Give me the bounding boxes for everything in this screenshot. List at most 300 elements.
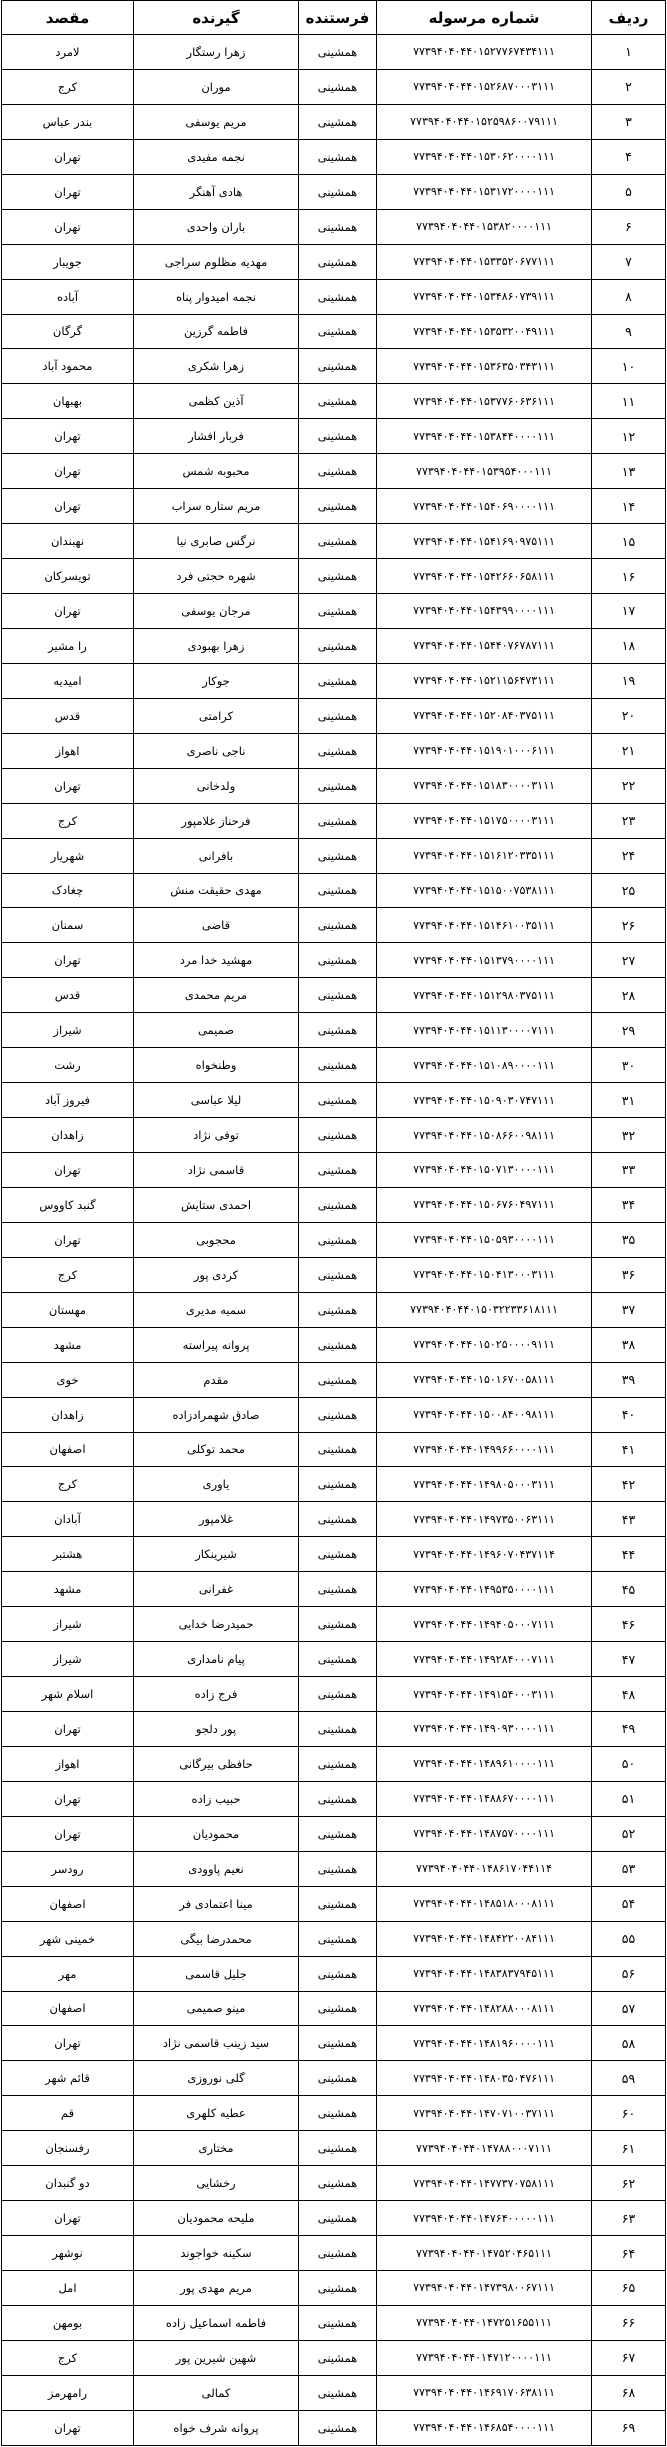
table-row [2, 2375, 666, 2410]
cell-tracking-number: ۷۷۳۹۴۰۴۰۴۴۰۱۵۳۸۴۴۰۰۰۰۱۱۱ [377, 419, 592, 454]
cell-receiver: هادی آهنگر [134, 174, 299, 209]
cell-receiver: عطیه کلهری [134, 2096, 299, 2131]
cell-destination: کرج [2, 2340, 134, 2375]
table-row [2, 69, 666, 104]
cell-row-number: ۶۴ [592, 2236, 666, 2271]
table-row [2, 1118, 666, 1153]
header-receiver: گیرنده [134, 1, 299, 35]
cell-tracking-number: ۷۷۳۹۴۰۴۰۴۴۰۱۵۰۱۶۷۰۰۵۸۱۱۱ [377, 1362, 592, 1397]
cell-destination: قم [2, 2096, 134, 2131]
table-row [2, 1292, 666, 1327]
cell-receiver: کردی پور [134, 1257, 299, 1292]
cell-tracking-number: ۷۷۳۹۴۰۴۰۴۴۰۱۴۸۰۳۵۰۴۷۶۱۱۱ [377, 2061, 592, 2096]
cell-sender: همشینی [299, 838, 377, 873]
table-row [2, 489, 666, 524]
cell-tracking-number: ۷۷۳۹۴۰۴۰۴۴۰۱۴۹۱۵۴۰۰۰۳۱۱۱ [377, 1677, 592, 1712]
cell-destination: تویسرکان [2, 559, 134, 594]
cell-tracking-number: ۷۷۳۹۴۰۴۰۴۴۰۱۴۸۲۸۸۰۰۰۸۱۱۱ [377, 1991, 592, 2026]
table-row [2, 1257, 666, 1292]
cell-receiver: قاضی [134, 908, 299, 943]
cell-destination: کرج [2, 1257, 134, 1292]
cell-row-number: ۱۴ [592, 489, 666, 524]
cell-destination: اهواز [2, 1746, 134, 1781]
cell-destination: گرگان [2, 314, 134, 349]
cell-receiver: سید زینب قاسمی نژاد [134, 2026, 299, 2061]
cell-sender: همشینی [299, 349, 377, 384]
cell-destination: تهران [2, 209, 134, 244]
cell-destination: تهران [2, 174, 134, 209]
table-row [2, 1572, 666, 1607]
cell-tracking-number: ۷۷۳۹۴۰۴۰۴۴۰۱۵۲۶۸۷۰۰۰۳۱۱۱ [377, 69, 592, 104]
cell-receiver: محجوبی [134, 1222, 299, 1257]
cell-tracking-number: ۷۷۳۹۴۰۴۰۴۴۰۱۴۷۶۴۰۰۰۰۰۱۱۱ [377, 2201, 592, 2236]
cell-receiver: مرجان یوسفی [134, 594, 299, 629]
cell-tracking-number: ۷۷۳۹۴۰۴۰۴۴۰۱۵۰۵۹۳۰۰۰۰۱۱۱ [377, 1222, 592, 1257]
cell-sender: همشینی [299, 2340, 377, 2375]
cell-receiver: فرج زاده [134, 1677, 299, 1712]
cell-tracking-number: ۷۷۳۹۴۰۴۰۴۴۰۱۵۳۰۶۲۰۰۰۰۱۱۱ [377, 139, 592, 174]
cell-sender: همشینی [299, 174, 377, 209]
cell-destination: بهبهان [2, 384, 134, 419]
cell-sender: همشینی [299, 1187, 377, 1222]
cell-tracking-number: ۷۷۳۹۴۰۴۰۴۴۰۱۴۷۷۳۷۰۷۵۸۱۱۱ [377, 2166, 592, 2201]
cell-tracking-number: ۷۷۳۹۴۰۴۰۴۴۰۱۵۲۰۸۴۰۳۷۵۱۱۱ [377, 698, 592, 733]
cell-sender: همشینی [299, 279, 377, 314]
cell-destination: تهران [2, 943, 134, 978]
cell-receiver: زهرا بهبودی [134, 628, 299, 663]
table-row [2, 35, 666, 70]
cell-tracking-number: ۷۷۳۹۴۰۴۰۴۴۰۱۴۷۲۵۱۶۵۵۱۱۱ [377, 2305, 592, 2340]
cell-sender: همشینی [299, 209, 377, 244]
table-row [2, 139, 666, 174]
cell-sender: همشینی [299, 2375, 377, 2410]
cell-receiver: باران واحدی [134, 209, 299, 244]
cell-tracking-number: ۷۷۳۹۴۰۴۰۴۴۰۱۴۹۹۶۶۰۰۰۰۱۱۱ [377, 1432, 592, 1467]
cell-receiver: غلامپور [134, 1502, 299, 1537]
cell-sender: همشینی [299, 594, 377, 629]
cell-destination: تهران [2, 1153, 134, 1188]
cell-sender: همشینی [299, 1362, 377, 1397]
cell-destination: تهران [2, 1816, 134, 1851]
cell-row-number: ۶۹ [592, 2410, 666, 2445]
cell-row-number: ۴۸ [592, 1677, 666, 1712]
cell-sender: همشینی [299, 1851, 377, 1886]
cell-receiver: مریم مهدی پور [134, 2271, 299, 2306]
cell-row-number: ۳ [592, 104, 666, 139]
cell-destination: اهواز [2, 733, 134, 768]
table-row [2, 2271, 666, 2306]
cell-receiver: احمدی ستایش [134, 1187, 299, 1222]
cell-sender: همشینی [299, 2271, 377, 2306]
cell-sender: همشینی [299, 1502, 377, 1537]
cell-destination: تهران [2, 1781, 134, 1816]
cell-destination: کرج [2, 803, 134, 838]
cell-tracking-number: ۷۷۳۹۴۰۴۰۴۴۰۱۴۹۴۰۵۰۰۰۷۱۱۱ [377, 1607, 592, 1642]
cell-receiver: پور دلجو [134, 1712, 299, 1747]
cell-row-number: ۶۲ [592, 2166, 666, 2201]
cell-row-number: ۳۳ [592, 1153, 666, 1188]
cell-sender: همشینی [299, 943, 377, 978]
table-row [2, 628, 666, 663]
cell-tracking-number: ۷۷۳۹۴۰۴۰۴۴۰۱۴۸۶۱۷۰۴۴۱۱۴ [377, 1851, 592, 1886]
table-row [2, 1083, 666, 1118]
cell-destination: جویبار [2, 244, 134, 279]
cell-receiver: مریم محمدی [134, 978, 299, 1013]
table-row [2, 2410, 666, 2445]
cell-tracking-number: ۷۷۳۹۴۰۴۰۴۴۰۱۵۱۴۶۱۰۰۳۵۱۱۱ [377, 908, 592, 943]
cell-row-number: ۳۲ [592, 1118, 666, 1153]
cell-tracking-number: ۷۷۳۹۴۰۴۰۴۴۰۱۴۸۸۶۷۰۰۰۰۱۱۱ [377, 1781, 592, 1816]
cell-destination: بندر عباس [2, 104, 134, 139]
cell-tracking-number: ۷۷۳۹۴۰۴۰۴۴۰۱۵۱۰۸۹۰۰۰۰۱۱۱ [377, 1048, 592, 1083]
cell-receiver: مینو صمیمی [134, 1991, 299, 2026]
cell-row-number: ۲۶ [592, 908, 666, 943]
cell-row-number: ۶۳ [592, 2201, 666, 2236]
cell-destination: سمنان [2, 908, 134, 943]
cell-destination: رودسر [2, 1851, 134, 1886]
cell-sender: همشینی [299, 1222, 377, 1257]
cell-tracking-number: ۷۷۳۹۴۰۴۰۴۴۰۱۵۳۳۵۲۰۶۷۷۱۱۱ [377, 244, 592, 279]
table-row [2, 2236, 666, 2271]
cell-tracking-number: ۷۷۳۹۴۰۴۰۴۴۰۱۵۳۷۷۶۰۶۳۶۱۱۱ [377, 384, 592, 419]
cell-sender: همشینی [299, 628, 377, 663]
cell-receiver: حبیب زاده [134, 1781, 299, 1816]
cell-tracking-number: ۷۷۳۹۴۰۴۰۴۴۰۱۵۰۹۰۳۰۷۴۷۱۱۱ [377, 1083, 592, 1118]
header-tracking-number: شماره مرسوله [377, 1, 592, 35]
cell-row-number: ۶۷ [592, 2340, 666, 2375]
cell-receiver: گلی نوروزی [134, 2061, 299, 2096]
cell-row-number: ۱ [592, 35, 666, 70]
cell-destination: تهران [2, 2410, 134, 2445]
cell-sender: همشینی [299, 2236, 377, 2271]
cell-row-number: ۳۷ [592, 1292, 666, 1327]
cell-row-number: ۵۲ [592, 1816, 666, 1851]
cell-receiver: مهشید خدا مرد [134, 943, 299, 978]
cell-receiver: فاطمه اسماعیل زاده [134, 2305, 299, 2340]
cell-sender: همشینی [299, 1432, 377, 1467]
cell-destination: تهران [2, 454, 134, 489]
cell-row-number: ۲۵ [592, 873, 666, 908]
cell-destination: چغادک [2, 873, 134, 908]
cell-receiver: وطنخواه [134, 1048, 299, 1083]
cell-row-number: ۵۴ [592, 1886, 666, 1921]
shipment-table-sheet [1, 0, 665, 2446]
table-row [2, 2131, 666, 2166]
cell-tracking-number: ۷۷۳۹۴۰۴۰۴۴۰۱۵۲۷۷۶۷۴۳۴۱۱۱ [377, 35, 592, 70]
table-row [2, 174, 666, 209]
cell-tracking-number: ۷۷۳۹۴۰۴۰۴۴۰۱۵۳۶۳۵۰۳۴۳۱۱۱ [377, 349, 592, 384]
cell-receiver: صمیمی [134, 1013, 299, 1048]
cell-row-number: ۳۶ [592, 1257, 666, 1292]
cell-row-number: ۶۰ [592, 2096, 666, 2131]
table-row [2, 279, 666, 314]
header-row-number: ردیف [592, 1, 666, 35]
table-row [2, 1327, 666, 1362]
cell-row-number: ۴۶ [592, 1607, 666, 1642]
cell-destination: قدس [2, 978, 134, 1013]
cell-row-number: ۴۳ [592, 1502, 666, 1537]
cell-row-number: ۵۹ [592, 2061, 666, 2096]
cell-row-number: ۲۹ [592, 1013, 666, 1048]
cell-tracking-number: ۷۷۳۹۴۰۴۰۴۴۰۱۴۸۳۸۳۷۹۴۵۱۱۱ [377, 1956, 592, 1991]
cell-sender: همشینی [299, 1397, 377, 1432]
cell-tracking-number: ۷۷۳۹۴۰۴۰۴۴۰۱۵۳۱۷۲۰۰۰۰۱۱۱ [377, 174, 592, 209]
cell-sender: همشینی [299, 1467, 377, 1502]
cell-destination: بومهن [2, 2305, 134, 2340]
cell-sender: همشینی [299, 1327, 377, 1362]
cell-tracking-number: ۷۷۳۹۴۰۴۰۴۴۰۱۴۸۹۶۱۰۰۰۰۱۱۱ [377, 1746, 592, 1781]
cell-row-number: ۴۷ [592, 1642, 666, 1677]
cell-receiver: فرحناز غلامپور [134, 803, 299, 838]
table-row [2, 2166, 666, 2201]
cell-destination: اصفهان [2, 1432, 134, 1467]
cell-row-number: ۵۱ [592, 1781, 666, 1816]
table-row [2, 698, 666, 733]
cell-tracking-number: ۷۷۳۹۴۰۴۰۴۴۰۱۵۱۶۱۲۰۳۳۵۱۱۱ [377, 838, 592, 873]
table-row [2, 1013, 666, 1048]
cell-destination: نهبندان [2, 524, 134, 559]
cell-tracking-number: ۷۷۳۹۴۰۴۰۴۴۰۱۴۸۵۱۸۰۰۰۸۱۱۱ [377, 1886, 592, 1921]
cell-receiver: توفی نژاد [134, 1118, 299, 1153]
cell-tracking-number: ۷۷۳۹۴۰۴۰۴۴۰۱۴۹۰۹۳۰۰۰۰۱۱۱ [377, 1712, 592, 1747]
cell-sender: همشینی [299, 803, 377, 838]
cell-receiver: ملیحه محمودیان [134, 2201, 299, 2236]
cell-destination: شیراز [2, 1607, 134, 1642]
cell-sender: همشینی [299, 1013, 377, 1048]
cell-row-number: ۴۵ [592, 1572, 666, 1607]
cell-sender: همشینی [299, 1048, 377, 1083]
cell-sender: همشینی [299, 2061, 377, 2096]
cell-destination: فیروز آباد [2, 1083, 134, 1118]
cell-tracking-number: ۷۷۳۹۴۰۴۰۴۴۰۱۴۷۰۷۱۰۰۳۷۱۱۱ [377, 2096, 592, 2131]
cell-sender: همشینی [299, 663, 377, 698]
cell-sender: همشینی [299, 384, 377, 419]
cell-row-number: ۲۰ [592, 698, 666, 733]
cell-receiver: یاوری [134, 1467, 299, 1502]
cell-receiver: صادق شهمرادزاده [134, 1397, 299, 1432]
cell-destination: خوی [2, 1362, 134, 1397]
cell-receiver: سمیه مدیری [134, 1292, 299, 1327]
table-row [2, 1048, 666, 1083]
cell-sender: همشینی [299, 1607, 377, 1642]
cell-receiver: ولدخانی [134, 768, 299, 803]
table-row [2, 594, 666, 629]
table-row [2, 1816, 666, 1851]
table-row [2, 1677, 666, 1712]
header-destination: مقصد [2, 1, 134, 35]
cell-sender: همشینی [299, 1257, 377, 1292]
cell-receiver: سکینه خواجوند [134, 2236, 299, 2271]
table-row [2, 1921, 666, 1956]
cell-receiver: پروانه شرف خواه [134, 2410, 299, 2445]
cell-row-number: ۴۰ [592, 1397, 666, 1432]
cell-tracking-number: ۷۷۳۹۴۰۴۰۴۴۰۱۵۰۸۶۶۰۰۹۸۱۱۱ [377, 1118, 592, 1153]
cell-row-number: ۸ [592, 279, 666, 314]
table-row [2, 2340, 666, 2375]
cell-sender: همشینی [299, 559, 377, 594]
table-row [2, 1851, 666, 1886]
cell-sender: همشینی [299, 524, 377, 559]
cell-sender: همشینی [299, 1956, 377, 1991]
cell-tracking-number: ۷۷۳۹۴۰۴۰۴۴۰۱۵۱۹۰۱۰۰۰۶۱۱۱ [377, 733, 592, 768]
cell-sender: همشینی [299, 244, 377, 279]
table-row [2, 838, 666, 873]
cell-tracking-number: ۷۷۳۹۴۰۴۰۴۴۰۱۵۱۵۰۰۷۵۳۸۱۱۱ [377, 873, 592, 908]
cell-destination: مهستان [2, 1292, 134, 1327]
table-row [2, 908, 666, 943]
cell-row-number: ۲۳ [592, 803, 666, 838]
cell-destination: شیراز [2, 1013, 134, 1048]
cell-destination: کرج [2, 69, 134, 104]
cell-row-number: ۵۰ [592, 1746, 666, 1781]
cell-row-number: ۳۹ [592, 1362, 666, 1397]
table-row [2, 209, 666, 244]
cell-row-number: ۳۵ [592, 1222, 666, 1257]
cell-destination: مشهد [2, 1327, 134, 1362]
table-row [2, 1502, 666, 1537]
cell-sender: همشینی [299, 1572, 377, 1607]
cell-tracking-number: ۷۷۳۹۴۰۴۰۴۴۰۱۴۹۵۳۵۰۰۰۰۱۱۱ [377, 1572, 592, 1607]
cell-row-number: ۱۹ [592, 663, 666, 698]
cell-receiver: لیلا عباسی [134, 1083, 299, 1118]
cell-destination: تهران [2, 1222, 134, 1257]
cell-tracking-number: ۷۷۳۹۴۰۴۰۴۴۰۱۵۳۵۳۲۰۰۴۹۱۱۱ [377, 314, 592, 349]
cell-tracking-number: ۷۷۳۹۴۰۴۰۴۴۰۱۵۳۴۸۶۰۷۳۹۱۱۱ [377, 279, 592, 314]
cell-tracking-number: ۷۷۳۹۴۰۴۰۴۴۰۱۴۹۲۸۴۰۰۰۷۱۱۱ [377, 1642, 592, 1677]
cell-row-number: ۵۷ [592, 1991, 666, 2026]
cell-tracking-number: ۷۷۳۹۴۰۴۰۴۴۰۱۵۴۲۶۶۰۶۵۸۱۱۱ [377, 559, 592, 594]
cell-row-number: ۶۸ [592, 2375, 666, 2410]
cell-sender: همشینی [299, 1712, 377, 1747]
cell-destination: تهران [2, 139, 134, 174]
cell-tracking-number: ۷۷۳۹۴۰۴۰۴۴۰۱۵۰۲۵۰۰۰۰۹۱۱۱ [377, 1327, 592, 1362]
cell-row-number: ۶۶ [592, 2305, 666, 2340]
cell-receiver: محمد توکلی [134, 1432, 299, 1467]
cell-row-number: ۲۱ [592, 733, 666, 768]
cell-row-number: ۲۷ [592, 943, 666, 978]
cell-receiver: ناجی ناصری [134, 733, 299, 768]
cell-receiver: حافظی بیرگانی [134, 1746, 299, 1781]
cell-sender: همشینی [299, 2096, 377, 2131]
cell-destination: رامهرمز [2, 2375, 134, 2410]
cell-receiver: مینا اعتمادی فر [134, 1886, 299, 1921]
cell-sender: همشینی [299, 1991, 377, 2026]
table-row [2, 349, 666, 384]
cell-destination: تهران [2, 2201, 134, 2236]
table-row [2, 1642, 666, 1677]
cell-receiver: پیام نامداری [134, 1642, 299, 1677]
cell-tracking-number: ۷۷۳۹۴۰۴۰۴۴۰۱۴۸۱۹۶۰۰۰۰۱۱۱ [377, 2026, 592, 2061]
cell-row-number: ۲۸ [592, 978, 666, 1013]
cell-sender: همشینی [299, 733, 377, 768]
cell-row-number: ۳۴ [592, 1187, 666, 1222]
cell-receiver: پروانه پیراسته [134, 1327, 299, 1362]
cell-receiver: شهره حجتی فرد [134, 559, 299, 594]
cell-tracking-number: ۷۷۳۹۴۰۴۰۴۴۰۱۵۲۵۹۸۶۰۰۷۹۱۱۱ [377, 104, 592, 139]
cell-tracking-number: ۷۷۳۹۴۰۴۰۴۴۰۱۵۱۸۳۰۰۰۰۳۱۱۱ [377, 768, 592, 803]
table-row [2, 454, 666, 489]
cell-destination: آباده [2, 279, 134, 314]
table-row [2, 384, 666, 419]
table-row [2, 768, 666, 803]
cell-destination: گنبد کاووس [2, 1187, 134, 1222]
cell-sender: همشینی [299, 1118, 377, 1153]
cell-destination: دو گنبدان [2, 2166, 134, 2201]
table-row [2, 943, 666, 978]
cell-receiver: موران [134, 69, 299, 104]
cell-sender: همشینی [299, 768, 377, 803]
table-row [2, 2201, 666, 2236]
cell-destination: شیراز [2, 1642, 134, 1677]
cell-row-number: ۶ [592, 209, 666, 244]
table-row [2, 1712, 666, 1747]
cell-row-number: ۲۲ [592, 768, 666, 803]
table-row [2, 978, 666, 1013]
cell-tracking-number: ۷۷۳۹۴۰۴۰۴۴۰۱۵۴۱۶۹۰۹۷۵۱۱۱ [377, 524, 592, 559]
cell-row-number: ۳۱ [592, 1083, 666, 1118]
cell-tracking-number: ۷۷۳۹۴۰۴۰۴۴۰۱۴۷۳۹۸۰۰۶۷۱۱۱ [377, 2271, 592, 2306]
cell-row-number: ۹ [592, 314, 666, 349]
table-row [2, 1537, 666, 1572]
cell-row-number: ۶۵ [592, 2271, 666, 2306]
cell-tracking-number: ۷۷۳۹۴۰۴۰۴۴۰۱۵۳۸۲۰۰۰۰۱۱۱ [377, 209, 592, 244]
cell-sender: همشینی [299, 1816, 377, 1851]
cell-destination: محمود آباد [2, 349, 134, 384]
cell-receiver: حمیدرضا خدایی [134, 1607, 299, 1642]
cell-tracking-number: ۷۷۳۹۴۰۴۰۴۴۰۱۵۳۹۵۴۰۰۰۱۱۱ [377, 454, 592, 489]
table-row [2, 2096, 666, 2131]
cell-tracking-number: ۷۷۳۹۴۰۴۰۴۴۰۱۵۴۰۶۹۰۰۰۰۱۱۱ [377, 489, 592, 524]
cell-receiver: جلیل قاسمی [134, 1956, 299, 1991]
cell-sender: همشینی [299, 873, 377, 908]
cell-receiver: آذین کظمی [134, 384, 299, 419]
header-sender: فرستنده [299, 1, 377, 35]
cell-destination: تهران [2, 2026, 134, 2061]
cell-tracking-number: ۷۷۳۹۴۰۴۰۴۴۰۱۴۷۸۸۰۰۰۷۱۱۱ [377, 2131, 592, 2166]
cell-receiver: جوکار [134, 663, 299, 698]
cell-sender: همشینی [299, 2201, 377, 2236]
cell-receiver: قاسمی نژاد [134, 1153, 299, 1188]
cell-receiver: نجمه امیدوار پناه [134, 279, 299, 314]
cell-sender: همشینی [299, 1642, 377, 1677]
cell-tracking-number: ۷۷۳۹۴۰۴۰۴۴۰۱۵۱۷۵۰۰۰۰۳۱۱۱ [377, 803, 592, 838]
cell-row-number: ۲۴ [592, 838, 666, 873]
cell-row-number: ۱۷ [592, 594, 666, 629]
table-row [2, 1781, 666, 1816]
cell-receiver: مریم ستاره سراب [134, 489, 299, 524]
cell-tracking-number: ۷۷۳۹۴۰۴۰۴۴۰۱۵۰۶۷۶۰۴۹۷۱۱۱ [377, 1187, 592, 1222]
table-row [2, 1746, 666, 1781]
cell-destination: تهران [2, 1712, 134, 1747]
cell-destination: لامرد [2, 35, 134, 70]
cell-receiver: فاطمه گرزین [134, 314, 299, 349]
shipment-table [1, 0, 666, 2446]
cell-row-number: ۳۸ [592, 1327, 666, 1362]
table-row [2, 1886, 666, 1921]
table-row [2, 733, 666, 768]
cell-destination: تهران [2, 594, 134, 629]
cell-row-number: ۴۴ [592, 1537, 666, 1572]
cell-destination: را مشیر [2, 628, 134, 663]
cell-receiver: فربار افشار [134, 419, 299, 454]
table-row [2, 559, 666, 594]
cell-destination: کرج [2, 1467, 134, 1502]
cell-destination: قدس [2, 698, 134, 733]
cell-destination: شهریار [2, 838, 134, 873]
cell-row-number: ۱۰ [592, 349, 666, 384]
cell-receiver: شهین شیرین پور [134, 2340, 299, 2375]
cell-sender: همشینی [299, 1153, 377, 1188]
